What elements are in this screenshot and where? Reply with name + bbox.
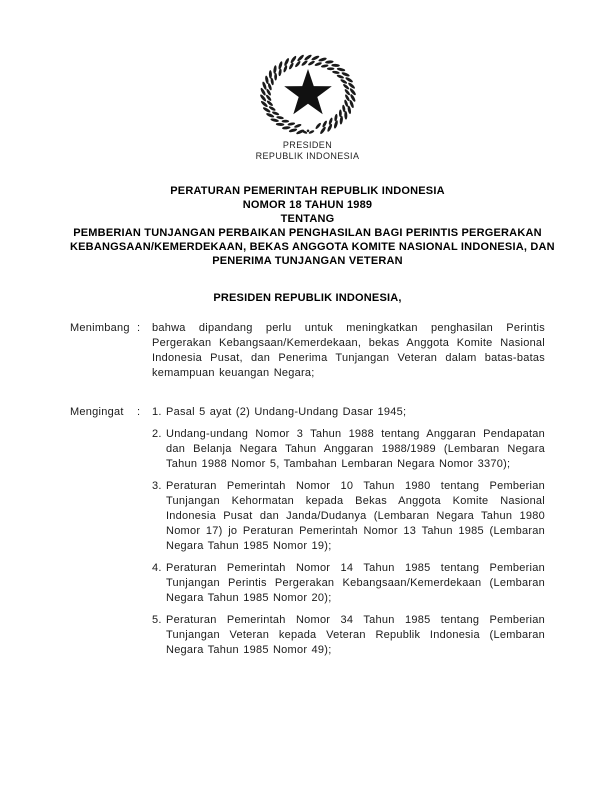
item-number: 4. bbox=[152, 562, 162, 574]
legal-basis-label: Mengingat bbox=[70, 406, 124, 418]
title-subject-line3: PENERIMA TUNJANGAN VETERAN bbox=[212, 255, 403, 267]
item-number: 5. bbox=[152, 614, 162, 626]
colon-separator: : bbox=[137, 322, 141, 334]
item-number: 3. bbox=[152, 480, 162, 492]
title-number: NOMOR 18 TAHUN 1989 bbox=[242, 199, 373, 211]
considering-section bbox=[70, 321, 545, 381]
colon-separator: : bbox=[137, 406, 141, 418]
salutation: PRESIDEN REPUBLIK INDONESIA, bbox=[213, 292, 402, 304]
title-subject-line1: PEMBERIAN TUNJANGAN PERBAIKAN PENGHASILAN BAGI PERINTIS PERGERAKAN bbox=[73, 227, 542, 239]
legal-basis-item-2 bbox=[152, 427, 545, 472]
item-text: Peraturan Pemerintah Nomor 34 Tahun 1985 tentang Pemberian Tunjangan Veteran kepada Veteran Republik Indonesia (Lembaran Negara Tahun 1985 Nomor 49); bbox=[166, 614, 545, 656]
legal-basis-section bbox=[70, 405, 545, 665]
letterhead bbox=[70, 53, 545, 162]
item-number: 1. bbox=[152, 406, 162, 418]
item-text: Undang-undang Nomor 3 Tahun 1988 tentang Anggaran Pendapatan dan Belanja Negara Tahun Anggaran 1988/1989 (Lembaran Negara Tahun 1988 Nomor 5, Tambahan Lembaran Negara Nomor 3370); bbox=[166, 428, 545, 470]
title-tentang: TENTANG bbox=[280, 213, 335, 225]
title-subject-line2: KEBANGSAAN/KEMERDEKAAN, BEKAS ANGGOTA KOMITE NASIONAL INDONESIA, DAN bbox=[70, 241, 555, 253]
star-icon bbox=[284, 69, 332, 114]
item-text: Peraturan Pemerintah Nomor 14 Tahun 1985 tentang Pemberian Tunjangan Perintis Pergerakan Kebangsaan/Kemerdekaan (Lembaran Negara Tahun 1985 Nomor 20); bbox=[166, 562, 545, 604]
legal-basis-item-3 bbox=[152, 479, 545, 554]
presidential-emblem bbox=[260, 53, 356, 137]
title-regulation-type: PERATURAN PEMERINTAH REPUBLIK INDONESIA bbox=[170, 185, 445, 197]
considering-label: Menimbang bbox=[70, 322, 130, 334]
legal-basis-item-4 bbox=[152, 561, 545, 606]
document-title bbox=[70, 184, 555, 268]
item-number: 2. bbox=[152, 428, 162, 440]
considering-text: bahwa dipandang perlu untuk meningkatkan penghasilan Perintis Pergerakan Kebangsaan/Kemerdekaan, bekas Anggota Komite Nasional Indonesia Pusat, dan Penerima Tunjangan Veteran dalam batas-batas kemampuan keuangan Negara; bbox=[152, 322, 545, 379]
item-text: Peraturan Pemerintah Nomor 10 Tahun 1980 tentang Pemberian Tunjangan Kehormatan kepada Bekas Anggota Komite Nasional Indonesia Pusat dan Janda/Dudanya (Lembaran Negara Tahun 1980 Nomor 17) jo Peraturan Pemerintah Nomor 13 Tahun 1985 (Lembaran Negara Tahun 1985 Nomor 19); bbox=[166, 480, 545, 552]
item-text: Pasal 5 ayat (2) Undang-Undang Dasar 1945; bbox=[166, 406, 407, 418]
legal-basis-item-5 bbox=[152, 613, 545, 658]
legal-basis-item-1 bbox=[152, 405, 545, 420]
letterhead-republik-indonesia: REPUBLIK INDONESIA bbox=[255, 151, 360, 161]
letterhead-presiden: PRESIDEN bbox=[282, 140, 333, 150]
